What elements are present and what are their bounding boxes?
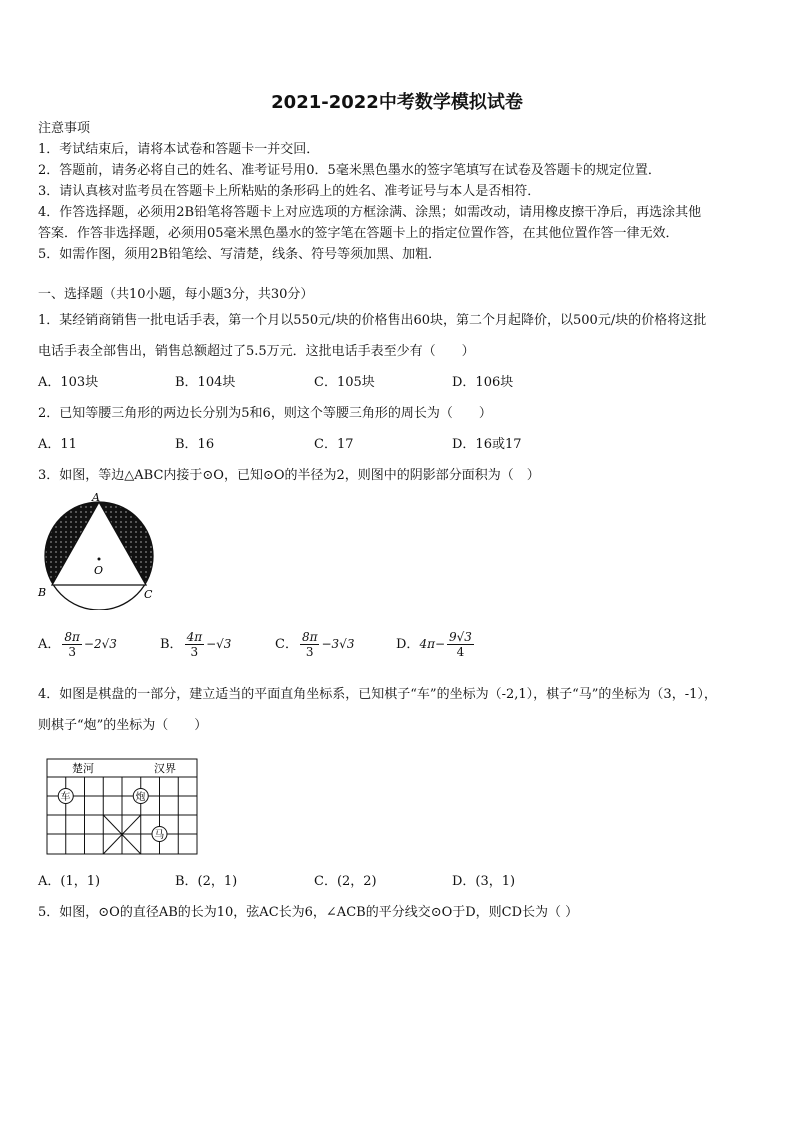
- option-b[interactable]: [160, 630, 231, 659]
- numerator: 4π: [186, 630, 203, 644]
- piece-che-label: 车: [60, 792, 71, 803]
- expression-tail: −√3: [206, 637, 232, 651]
- option-a[interactable]: A．103块: [38, 375, 99, 390]
- section-heading: 一、选择题（共10小题，每小题3分，共30分）: [38, 287, 314, 302]
- denominator: 3: [190, 645, 199, 659]
- question-3-text: 3．如图，等边△ABC内接于⊙O，已知⊙O的半径为2，则图中的阴影部分面积为（ ）: [38, 468, 540, 483]
- label-o: O: [94, 564, 104, 577]
- question-5-text: 5．如图，⊙O的直径AB的长为10，弦AC长为6，∠ACB的平分线交⊙O于D，则CD长为（ ）: [38, 905, 579, 920]
- piece-pao: [133, 789, 148, 804]
- notice-item: 3．请认真核对监考员在答题卡上所粘贴的条形码上的姓名、准考证号与本人是否相符．: [38, 184, 541, 199]
- option-a-label: A．: [38, 637, 61, 652]
- river-left-text: 楚河: [72, 762, 94, 775]
- numerator: 8π: [301, 630, 318, 644]
- circle-triangle-figure: [34, 490, 164, 610]
- label-a: A: [92, 491, 100, 504]
- option-b[interactable]: B．(2，1): [175, 874, 238, 889]
- chess-board-figure: [46, 758, 198, 856]
- expression-tail: −2√3: [83, 637, 117, 651]
- option-a[interactable]: A．11: [38, 437, 77, 452]
- notice-item: 答案．作答非选择题，必须用05毫米黑色墨水的签字笔在答题卡上的指定位置作答，在其他位置作答一律无效．: [38, 226, 679, 241]
- option-c[interactable]: [275, 630, 354, 659]
- label-b: B: [38, 586, 47, 599]
- piece-ma-label: 马: [154, 830, 165, 841]
- notice-item: 5．如需作图，须用2B铅笔绘、写清楚，线条、符号等须加黑、加粗．: [38, 247, 442, 262]
- question-4-text: 4．如图是棋盘的一部分，建立适当的平面直角坐标系，已知棋子“车”的坐标为（-2,1），棋子“马”的坐标为（3，-1），: [38, 687, 717, 702]
- option-d[interactable]: D．16或17: [452, 437, 522, 452]
- notice-item: 2．答题前，请务必将自己的姓名、准考证号用0．5毫米黑色墨水的签字笔填写在试卷及答题卡的规定位置．: [38, 163, 661, 178]
- question-1-text-cont: 电话手表全部售出，销售总额超过了5.5万元．这批电话手表至少有（ ）: [38, 344, 475, 359]
- notice-heading: 注意事项: [38, 121, 91, 136]
- option-a[interactable]: [38, 630, 117, 659]
- question-4-text-cont: 则棋子“炮”的坐标为（ ）: [38, 718, 208, 733]
- question-2-text: 2．已知等腰三角形的两边长分别为5和6，则这个等腰三角形的周长为（ ）: [38, 406, 492, 421]
- piece-ma: [152, 827, 167, 842]
- river-right-text: 汉界: [154, 762, 176, 775]
- option-c-label: C．: [275, 637, 298, 652]
- option-c[interactable]: C．(2，2): [314, 874, 377, 889]
- fraction: [300, 630, 320, 659]
- fraction: [185, 630, 205, 659]
- option-b[interactable]: B．16: [175, 437, 215, 452]
- piece-che: [58, 789, 73, 804]
- option-a[interactable]: A．(1，1): [38, 874, 101, 889]
- label-c: C: [144, 588, 153, 601]
- option-d-label: D．: [396, 637, 420, 652]
- option-b-label: B．: [160, 637, 183, 652]
- notice-item: 4．作答选择题，必须用2B铅笔将答题卡上对应选项的方框涂满、涂黑；如需改动，请用橡皮擦干净后，再选涂其他: [38, 205, 702, 220]
- center-point: [98, 558, 101, 561]
- expression-tail: −3√3: [321, 637, 355, 651]
- denominator: 4: [456, 645, 465, 659]
- fraction: [447, 630, 474, 659]
- option-c[interactable]: C．105块: [314, 375, 375, 390]
- option-d[interactable]: D．106块: [452, 375, 514, 390]
- option-c[interactable]: C．17: [314, 437, 354, 452]
- notice-item: 1．考试结束后，请将本试卷和答题卡一并交回．: [38, 142, 320, 157]
- numerator: 8π: [64, 630, 80, 644]
- option-d[interactable]: D．(3，1): [452, 874, 516, 889]
- fraction: [62, 630, 82, 659]
- numerator: 9√3: [449, 630, 472, 644]
- piece-pao-label: 炮: [135, 792, 146, 803]
- question-1-text: 1．某经销商销售一批电话手表，第一个月以550元/块的价格售出60块，第二个月起降价，以500元/块的价格将这批: [38, 313, 707, 328]
- option-d[interactable]: [396, 630, 476, 659]
- option-b[interactable]: B．104块: [175, 375, 236, 390]
- exam-title: 2021-2022中考数学模拟试卷: [271, 92, 523, 113]
- denominator: 3: [68, 645, 76, 659]
- denominator: 3: [305, 645, 314, 659]
- expression-head: 4π−: [419, 637, 446, 651]
